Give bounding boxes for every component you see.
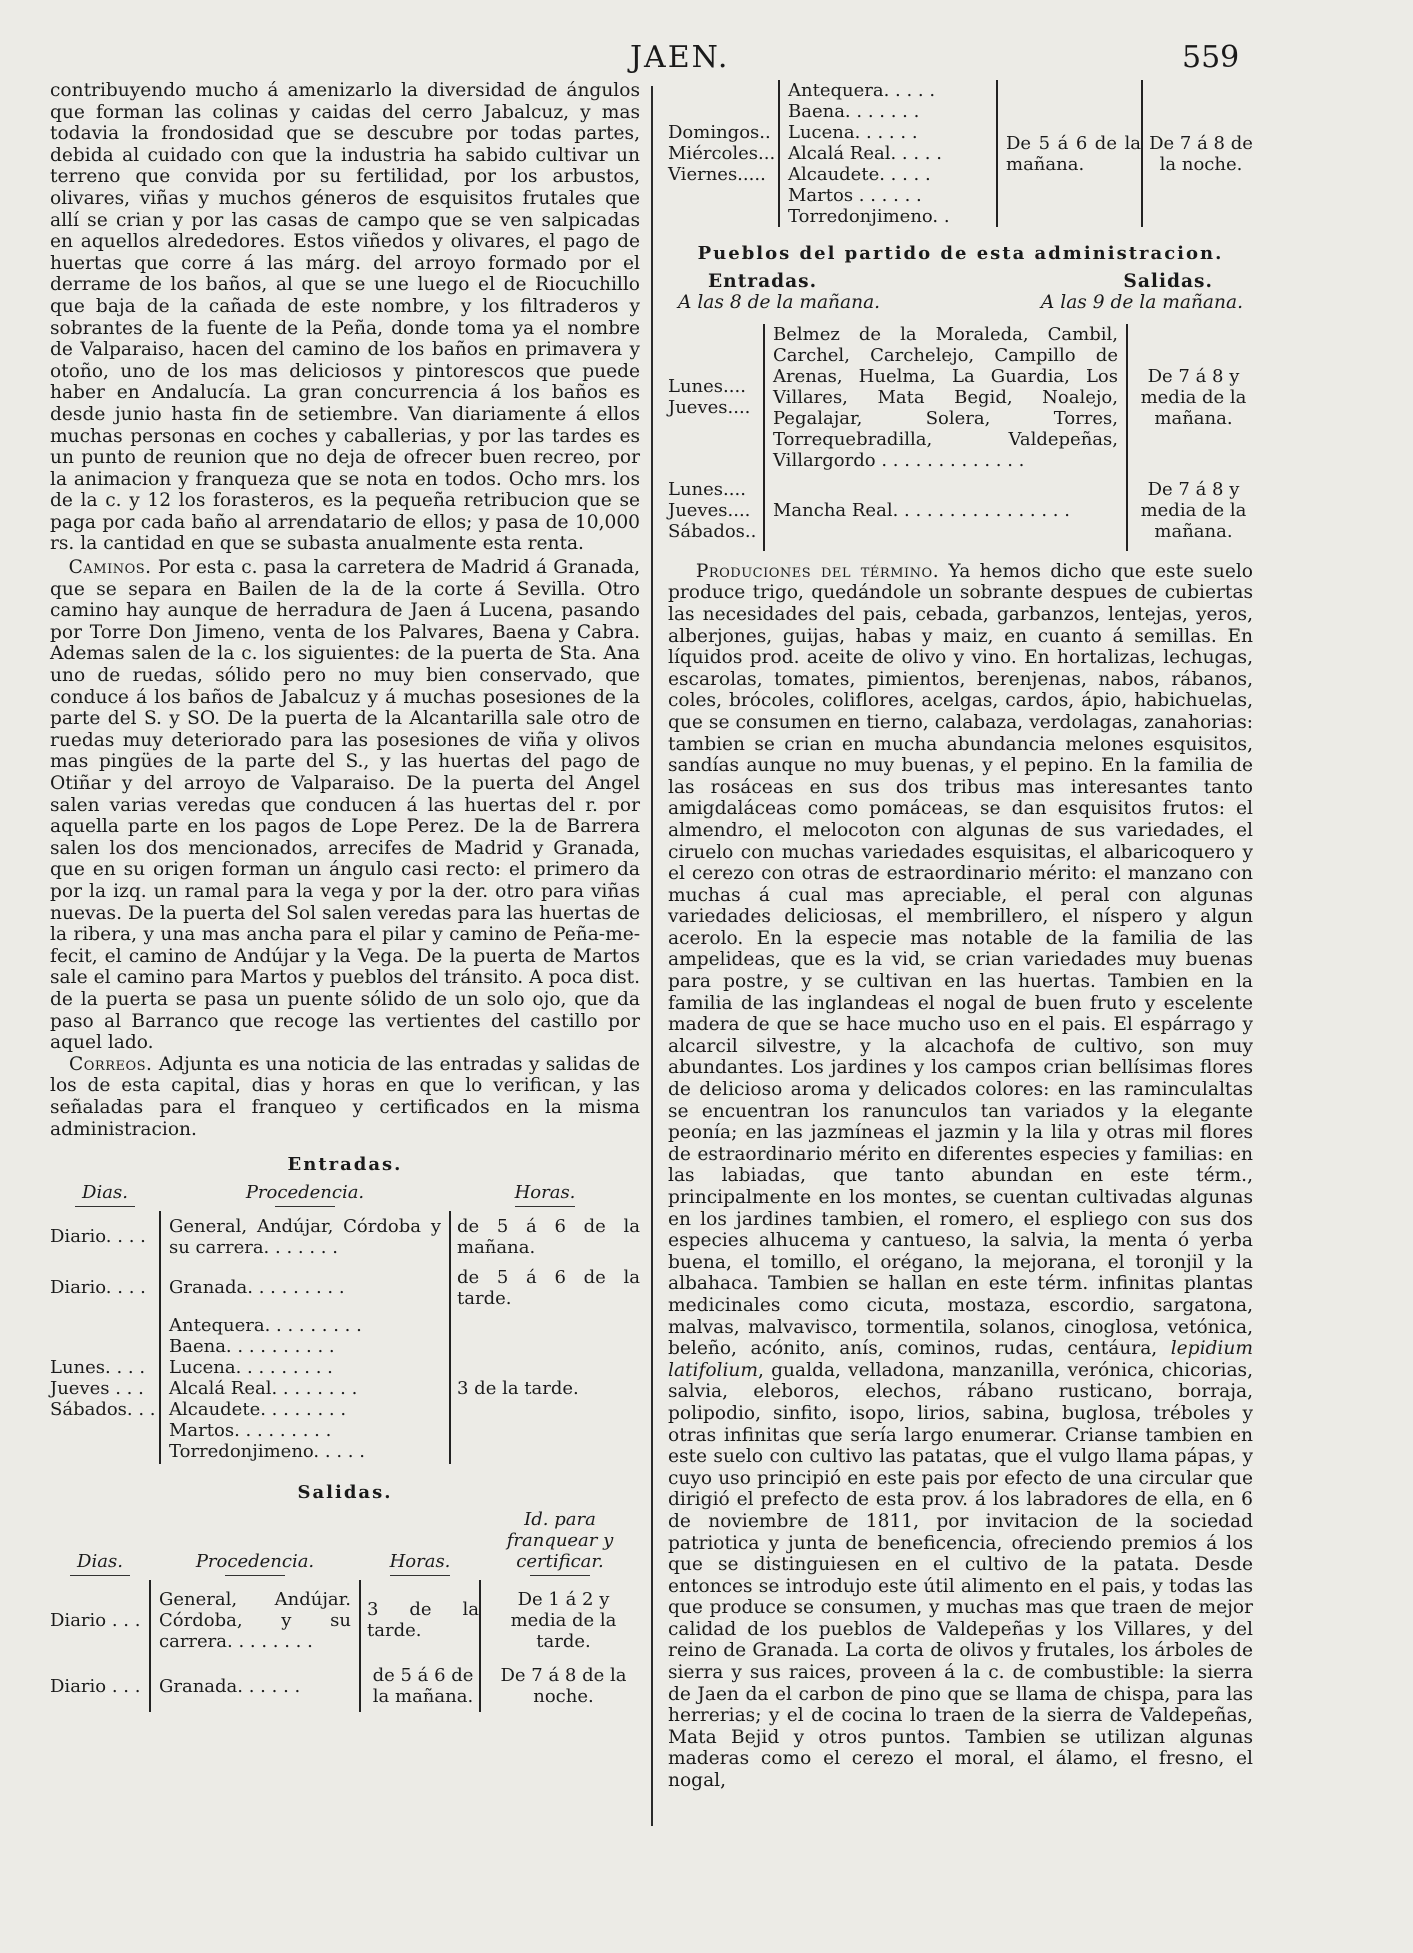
page-number: 559 (1182, 40, 1240, 75)
top-days: Domingos.. Miércoles... Viernes..... (668, 122, 776, 185)
salidas-table (50, 1509, 640, 1712)
top-franq: De 7 á 8 de la noche. (1142, 80, 1253, 227)
row-procedencia: General, Andújar, Córdoba y su carrera. . . . . . . (160, 1211, 450, 1263)
group-days: Lunes. . . . Jueves . . . Sábados. . . (50, 1356, 156, 1420)
caminos-label: Caminos. (68, 557, 152, 579)
table-row (668, 324, 1253, 471)
table-row (668, 80, 1253, 227)
salidas-title: Salidas. (297, 1481, 393, 1503)
producciones-text2: , gualda, velladona, manzanilla, verónica, chicorias, salvia, eleboros, elechos, rábano rusticano, borraja, polipodio, sinfito, isopo, lirios, sabina, buglosa, tréboles y otras infinitas que sería largo enumerar. Crianse tambien en este suelo con cultivo las patatas, que el vulgo llama pápas, y cuyo uso principió en este pais por efecto de una circular que dirigió el prefecto de esta prov. á los labradores de ella, en 6 de noviembre de 1811, por invitacion de la sociedad patriotica y junta de beneficencia, ofreciendo premios á los que se distinguiesen en el cultivo de la patata. Desde entonces se introdujo este útil alimento en el pais, y todas las que produce se consumen, y muchas mas que traen de mejor calidad de los pueblos de Valdepeñas y los Villares, y del reino de Granada. La corta de olivos y frutales, los árboles de sierra y sus raices, proveen á la c. de combustible: la sierra de Jaen da el carbon de pino que se llama de chispa, para las herrerias; y el de cocina lo traen de la sierra de Valdepeñas, Mata Bejid y otros puntos. Tambien se utilizan algunas maderas como el cerezo el moral, el álamo, el fresno, el nogal, (668, 1359, 1253, 1792)
page-header (0, 40, 1413, 84)
top-towns: Antequera. . . . . Baena. . . . . . . Lucena. . . . . . Alcalá Real. . . . . Alcaudete. . . . . Martos . . . . . . Torredonjimeno. . (779, 80, 997, 227)
entradas-header-dias: Dias. (50, 1182, 160, 1211)
pueblos-salidas-hora: A las 9 de la mañana. (1040, 292, 1243, 314)
row-dias: Diario. . . . (50, 1277, 146, 1299)
row2-towns: Mancha Real. . . . . . . . . . . . . . . . (764, 471, 1127, 551)
salidas-header-franquear: Id. para franquear y certificar. (480, 1509, 640, 1580)
row-dias: Diario . . . (50, 1609, 141, 1631)
row-horas: 3 de la tarde. (367, 1599, 479, 1642)
row-franquear: De 1 á 2 y media de la tarde. (480, 1580, 640, 1660)
correos-paragraph (50, 1054, 640, 1140)
running-head: JAEN. (630, 40, 730, 75)
row2-hours: De 7 á 8 y media de la mañana. (1140, 479, 1247, 543)
group-hours: 3 de la tarde. (457, 1377, 579, 1399)
row1-days: Lunes.... Jueves.... (668, 376, 751, 419)
right-column (668, 80, 1253, 1792)
caminos-text: Por esta c. pasa la carretera de Madrid á Granada, que se separa en Bailen de la de la corte á Sevilla. Otro camino hay aunque de herradura de Jaen á Lucena, pasando por Torre Don Jimeno, venta de los Palvares, Baena y Cabra. Ademas salen de la c. los siguientes: de la puerta de Sta. Ana uno de ruedas, sólido pero no muy bien conservado, que conduce á los baños de Jabalcuz y á muchas posesiones de la parte del S. y SO. De la puerta de la Alcantarilla sale otro de ruedas muy deteriorado para las posesiones de viña y olivos mas pingües de la parte del S., y las huertas del pago de Otiñar y del arroyo de Valparaiso. De la puerta del Angel salen varias veredas que conducen á las huertas del r. por aquella parte en los pagos de Lope Perez. De la de Barrera salen los dos mencionados, arrecifes de Madrid y Granada, que en su origen forman un ángulo casi recto: el primero da por la izq. un ramal para la vega y por la der. otro para viñas nuevas. De la puerta del Sol salen veredas para las huertas de la ribera, y una mas ancha para el pilar y camino de Peña-me-fecit, el camino de Andújar y la Vega. De la puerta de Martos sale el camino para Martos y pueblos del tránsito. A poca dist. de la puerta se pasa un puente sólido de un solo ojo, que da paso al Barranco que recoge las vertientes del castillo por aquel lado. (50, 557, 640, 1054)
salidas-header-procedencia: Procedencia. (150, 1509, 360, 1580)
producciones-label: Produciones del término. (695, 560, 940, 582)
pueblos-table (668, 324, 1253, 551)
row1-hours: De 7 á 8 y media de la mañana. (1140, 365, 1247, 429)
row-procedencia: Granada. . . . . . (150, 1660, 360, 1712)
correos-top-table (668, 80, 1253, 227)
producciones-text: Ya hemos dicho que este suelo produce trigo, quedándole un sobrante despues de cubiertas las necesidades del pais, cebada, garbanzos, lentejas, yeros, alberjones, guijas, habas y maiz, en cuanto á semillas. En líquidos prod. aceite de olivo y vino. En hortalizas, lechugas, escarolas, tomates, pimientos, berenjenas, nabos, rábanos, coles, brócoles, coliflores, acelgas, cardos, ápio, habichuelas, que se consumen en tierno, calabaza, verdolagas, zanahorias: tambien se crian en mucha abundancia melones esquisitos, sandías aunque no muy buenas, y el pepino. En la familia de las rosáceas en sus dos tribus mas interesantes tanto amigdaláceas como pomáceas, se dan esquisitos frutos: el almendro, el melocoton con algunas de sus variedades, el ciruelo con muchas variedades esquisitas, el albaricoquero y el cerezo con otras de estraordinario mérito: el manzano con muchas á cual mas apreciable, el peral con algunas variedades deliciosas, el membrillero, el níspero y algun acerolo. En la especie mas notable de la familia de las ampelideas, que es la vid, se crian variedades muy buenas para postre, y se cultivan en las huertas. Tambien en la familia de las inglandeas el nogal de buen fruto y escelente madera de que se hace mucho uso en el pais. El espárrago y alcarcil silvestre, y la alcachofa de cultivo, son muy abundantes. Los jardines y los campos crian bellísimas flores de delicioso aroma y delicados colores: en las raminculaltas se encuentran los ranunculos tan variados y la elegante peonía; en las jazmíneas el jazmin y la lila y otras mil flores de estraordinario mérito en diferentes especies y familias: en las labiadas, que tanto abundan en este térm., principalmente en los montes, se cuentan cultivadas algunas en los jardines tambien, el romero, el espliego con sus dos especies alhucema y cantueso, la salvia, la menta ó yerba buena, el tomillo, el orégano, la mejorana, el toronjil y la albahaca. Tambien se hallan en este térm. infinitas plantas medicinales como cicuta, mostaza, escordio, sargatona, malvas, malvavisco, tormentila, solanos, cinoglosa, vetónica, beleño, acónito, anís, cominos, rudas, centáura, (668, 560, 1254, 1360)
row-dias: Diario. . . . (50, 1226, 146, 1248)
pueblos-hours (668, 292, 1253, 314)
intro-paragraph: contribuyendo mucho á amenizarlo la diversidad de ángulos que forman las colinas y caidas del cerro Jabalcuz, y mas todavia la frondosidad que se descubre por todas partes, debida al cuidado con que la industria ha sabido cultivar un terreno que convida por su fertilidad, por los arbustos, olivares, viñas y muchos géneros de esquisitos frutales que allí se crian y por las casas de campo que se ven salpicadas en aquellos alrededores. Estos viñedos y olivares, el pago de huertas que corre á las márg. del arroyo formado por el derrame de los baños, al que se une luego el de Riocuchillo que baja de la cañada de este nombre, y los filtraderos y sobrantes de la fuente de la Peña, donde toma ya el nombre de Valparaiso, hacen del camino de los baños en primavera y otoño, uno de los mas deliciosos y pintorescos que puede haber en Andalucía. La gran concurrencia á los baños es desde junio hasta fin de setiembre. Van diariamente á ellos muchas personas en coches y caballerias, y por las tardes es un punto de reunion que no deja de ofrecer buen recreo, por la animacion y franqueza que se nota en todos. Ocho mrs. los de la c. y 12 los forasteros, es la pequeña retribucion que se paga por cada baño al arrendatario de ellos; y pasa de 10,000 rs. la cantidad en que se subasta anualmente esta renta. (50, 80, 640, 555)
entradas-header-horas: Horas. (450, 1182, 640, 1211)
table-row (50, 1660, 640, 1712)
salidas-header-dias: Dias. (50, 1509, 150, 1580)
group-towns: Antequera. . . . . . . . . Baena. . . . . . . . . . Lucena. . . . . . . . . Alcalá Real. . . . . . . . Alcaudete. . . . . . . . Martos. . . . . . . . . Torredonjimeno. . . . . (160, 1313, 450, 1464)
pueblos-salidas: Salidas. (1123, 270, 1213, 292)
table-row-group (50, 1313, 640, 1464)
caminos-paragraph (50, 557, 640, 1054)
pueblos-title: Pueblos del partido de esta administracion. (697, 243, 1224, 264)
row-horas: de 5 á 6 de la mañana. (372, 1665, 474, 1708)
table-row (668, 471, 1253, 551)
correos-text: Adjunta es una noticia de las entradas y salidas de los de esta capital, dias y horas en que lo verifican, y las señaladas para el franqueo y certificados en la misma administracion. (50, 1053, 640, 1140)
salidas-header-horas: Horas. (360, 1509, 480, 1580)
row-horas: de 5 á 6 de la mañana. (457, 1215, 640, 1258)
row-horas: de 5 á 6 de la tarde. (457, 1266, 640, 1309)
top-hours: De 5 á 6 de la mañana. (1006, 132, 1141, 175)
row-dias: Diario . . . (50, 1675, 141, 1697)
row1-towns: Belmez de la Moraleda, Cambil, Carchel, Carchelejo, Campillo de Arenas, Huelma, La Guardia, Los Villares, Mata Begid, Noalejo, Pegalajar, Solera, Torres, Torrequebradilla, Valdepeñas, Villargordo . . . . . . . . . . . . . (764, 324, 1127, 471)
row-procedencia: General, Andújar. Córdoba, y su carrera. . . . . . . . (150, 1580, 360, 1660)
row2-days: Lunes.... Jueves.... Sábados.. (668, 479, 757, 543)
entradas-header-procedencia: Procedencia. (160, 1182, 450, 1211)
table-row (50, 1580, 640, 1660)
column-rule (651, 86, 653, 1826)
pueblos-entradas-hora: A las 8 de la mañana. (678, 292, 881, 314)
entradas-table (50, 1182, 640, 1464)
entradas-title: Entradas. (287, 1154, 403, 1176)
row-procedencia: Granada. . . . . . . . . (160, 1263, 450, 1313)
pueblos-entradas: Entradas. (708, 270, 818, 292)
table-row (50, 1211, 640, 1263)
left-column (50, 80, 640, 1712)
producciones-italic: lepidium latifolium (668, 1338, 1253, 1381)
row-franquear: De 7 á 8 de la noche. (480, 1660, 640, 1712)
table-row (50, 1263, 640, 1313)
pueblos-headers (668, 271, 1253, 293)
correos-label: Correos. (69, 1053, 153, 1075)
producciones-paragraph (668, 561, 1253, 1792)
